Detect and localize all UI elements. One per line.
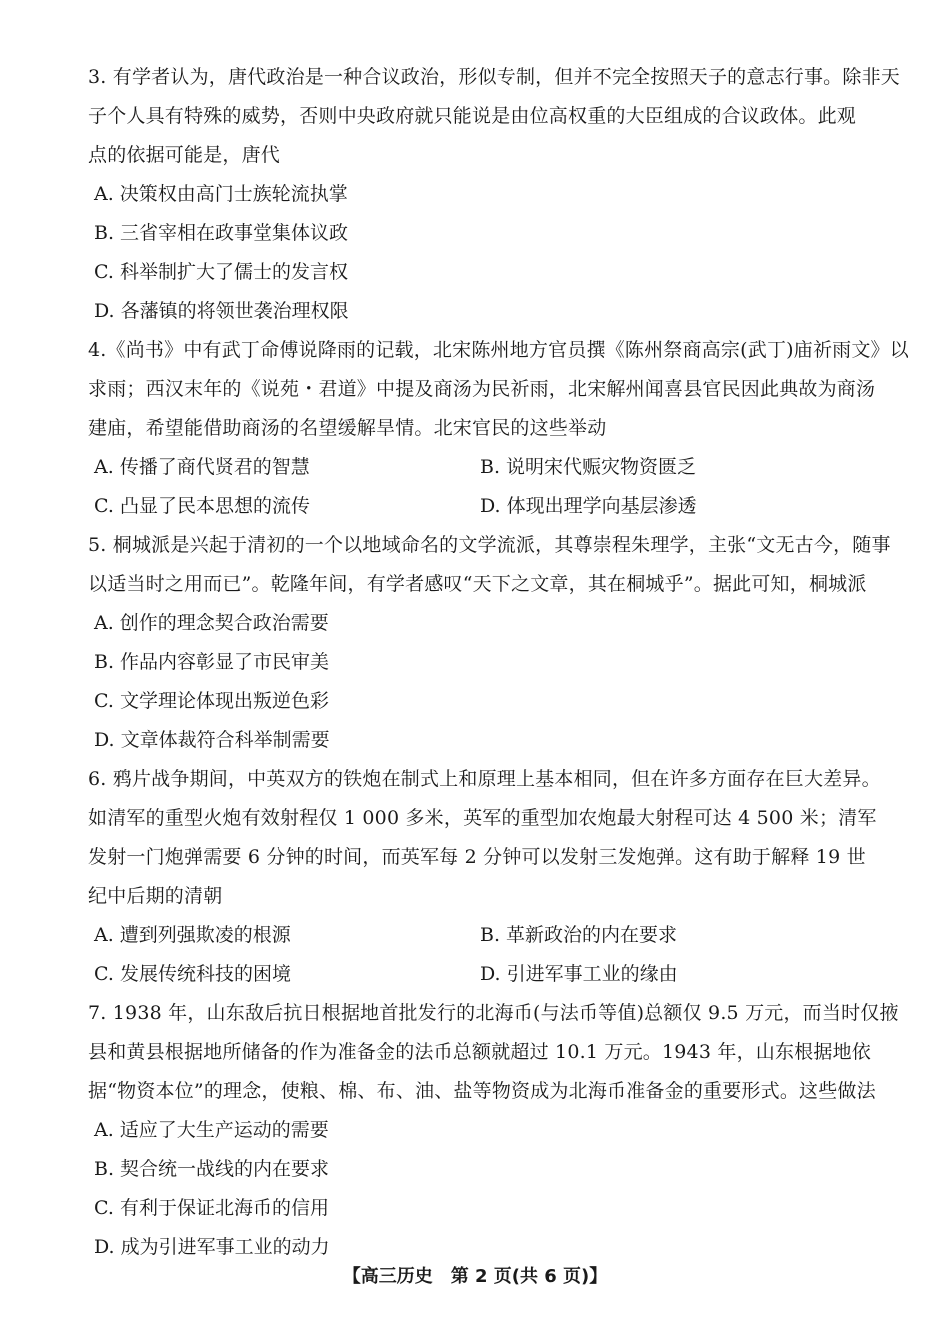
option-d: D. 文章体裁符合科举制需要 [94,729,330,751]
option-b: B. 说明宋代赈灾物资匮乏 [480,456,697,478]
option-row [88,916,880,955]
question-7 [88,994,899,1267]
option-c: C. 凸显了民本思想的流传 [94,495,310,517]
option-c: C. 发展传统科技的困境 [94,963,291,985]
question-stem-line: 5. 桐城派是兴起于清初的一个以地域命名的文学流派，其尊崇程朱理学，主张“文无古今，随事 [88,534,891,556]
option-d: D. 各藩镇的将领世袭治理权限 [94,300,349,322]
option-d: D. 引进军事工业的缘由 [480,963,678,985]
option-row [88,487,880,526]
question-stem-line: 据“物资本位”的理念，使粮、棉、布、油、盐等物资成为北海币准备金的重要形式。这些做法 [88,1080,876,1102]
option-row [88,955,880,994]
question-stem-line: 4.《尚书》中有武丁命傅说降雨的记载，北宋陈州地方官员撰《陈州祭商高宗(武丁)庙祈雨文》以 [88,339,909,361]
question-stem-line: 子个人具有特殊的威势，否则中央政府就只能说是由位高权重的大臣组成的合议政体。此观 [88,105,857,127]
question-5 [88,526,891,760]
option-a: A. 创作的理念契合政治需要 [94,612,329,634]
option-row [88,448,880,487]
question-6 [88,760,880,994]
option-a: A. 遭到列强欺凌的根源 [94,924,291,946]
question-stem-line: 建庙，希望能借助商汤的名望缓解旱情。北宋官民的这些举动 [88,417,607,439]
question-3 [88,58,900,331]
question-stem-line: 求雨；西汉末年的《说苑・君道》中提及商汤为民祈雨，北宋解州闻喜县官民因此典故为商汤 [88,378,876,400]
option-d: D. 成为引进军事工业的动力 [94,1236,330,1258]
option-c: C. 有利于保证北海币的信用 [94,1197,329,1219]
question-stem-line: 发射一门炮弹需要 6 分钟的时间，而英军每 2 分钟可以发射三发炮弹。这有助于解释 19 世 [88,846,866,868]
option-a: A. 决策权由高门士族轮流执掌 [94,183,348,205]
option-b: B. 三省宰相在政事堂集体议政 [94,222,349,244]
page-footer: 【高三历史 第 2 页(共 6 页)】 [342,1266,608,1287]
option-c: C. 科举制扩大了儒士的发言权 [94,261,348,283]
question-stem-line: 如清军的重型火炮有效射程仅 1 000 多米，英军的重型加农炮最大射程可达 4 500 米；清军 [88,807,877,829]
question-4 [88,331,909,526]
option-a: A. 传播了商代贤君的智慧 [94,456,310,478]
option-a: A. 适应了大生产运动的需要 [94,1119,329,1141]
question-stem-line: 3. 有学者认为，唐代政治是一种合议政治，形似专制，但并不完全按照天子的意志行事。除非天 [88,66,900,88]
option-b: B. 契合统一战线的内在要求 [94,1158,330,1180]
question-stem-line: 县和黄县根据地所储备的作为准备金的法币总额就超过 10.1 万元。1943 年，山东根据地依 [88,1041,871,1063]
option-d: D. 体现出理学向基层渗透 [480,495,697,517]
question-stem-line: 以适当时之用而已”。乾隆年间，有学者感叹“天下之文章，其在桐城乎”。据此可知，桐城派 [88,573,867,595]
question-stem-line: 7. 1938 年，山东敌后抗日根据地首批发行的北海币(与法币等值)总额仅 9.5 万元，而当时仅掖 [88,1002,899,1024]
option-b: B. 作品内容彰显了市民审美 [94,651,330,673]
question-stem-line: 6. 鸦片战争期间，中英双方的铁炮在制式上和原理上基本相同，但在许多方面存在巨大差异。 [88,768,881,790]
question-stem-line: 纪中后期的清朝 [88,885,223,907]
option-b: B. 革新政治的内在要求 [480,924,678,946]
option-c: C. 文学理论体现出叛逆色彩 [94,690,329,712]
question-stem-line: 点的依据可能是，唐代 [88,144,281,166]
